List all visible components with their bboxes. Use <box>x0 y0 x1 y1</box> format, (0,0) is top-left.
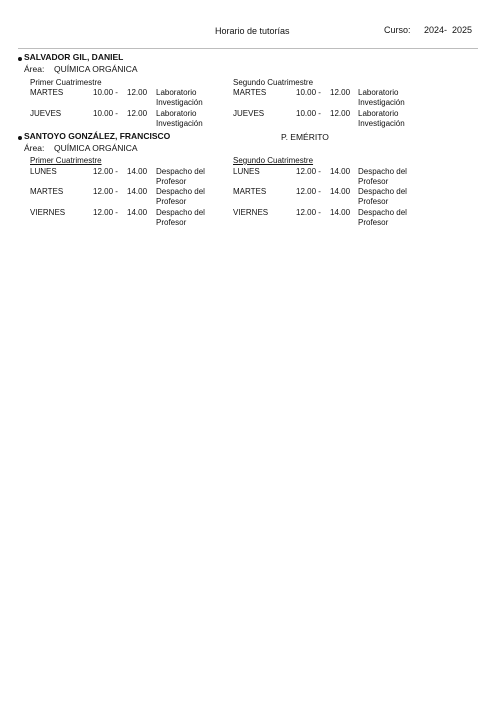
end-time: 12.00 <box>330 109 351 118</box>
place: Despacho del Profesor <box>156 208 205 227</box>
second-semester-heading: Segundo Cuatrimestre <box>233 78 314 87</box>
place: Despacho del Profesor <box>358 208 407 227</box>
start-time: 10.00 - <box>93 109 118 118</box>
place: Despacho del Profesor <box>156 167 205 186</box>
course-label: Curso: <box>384 25 411 35</box>
end-time: 14.00 <box>127 167 148 176</box>
professor-name: SANTOYO GONZÁLEZ, FRANCISCO <box>24 131 171 141</box>
header-divider <box>18 48 478 49</box>
professor-name: SALVADOR GIL, DANIEL <box>24 52 124 62</box>
end-time: 14.00 <box>127 208 148 217</box>
start-time: 12.00 - <box>296 208 321 217</box>
second-semester-heading: Segundo Cuatrimestre <box>233 156 314 165</box>
end-time: 12.00 <box>127 109 148 118</box>
place: Despacho del Profesor <box>156 187 205 206</box>
day: MARTES <box>30 88 64 97</box>
day: MARTES <box>233 187 267 196</box>
area-value: QUÍMICA ORGÁNICA <box>54 64 138 74</box>
area-value: QUÍMICA ORGÁNICA <box>54 143 138 153</box>
page-title: Horario de tutorías <box>215 26 290 36</box>
day: MARTES <box>30 187 64 196</box>
day: LUNES <box>30 167 57 176</box>
place: Despacho del Profesor <box>358 187 407 206</box>
start-time: 12.00 - <box>93 167 118 176</box>
end-time: 14.00 <box>127 187 148 196</box>
day: JUEVES <box>233 109 265 118</box>
area-label: Área: <box>24 143 45 153</box>
end-time: 14.00 <box>330 167 351 176</box>
end-time: 14.00 <box>330 187 351 196</box>
place: Laboratorio Investigación <box>358 88 405 107</box>
place: Laboratorio Investigación <box>156 88 203 107</box>
start-time: 12.00 - <box>296 167 321 176</box>
start-time: 10.00 - <box>296 109 321 118</box>
end-time: 12.00 <box>330 88 351 97</box>
area-label: Área: <box>24 64 45 74</box>
day: JUEVES <box>30 109 62 118</box>
day: MARTES <box>233 88 267 97</box>
bullet-icon <box>18 136 22 140</box>
start-time: 12.00 - <box>93 187 118 196</box>
place: Laboratorio Investigación <box>156 109 203 128</box>
place: Despacho del Profesor <box>358 167 407 186</box>
start-time: 12.00 - <box>93 208 118 217</box>
first-semester-heading: Primer Cuatrimestre <box>30 78 102 87</box>
place: Laboratorio Investigación <box>358 109 405 128</box>
day: VIERNES <box>30 208 66 217</box>
professor-title: P. EMÉRITO <box>281 132 329 142</box>
bullet-icon <box>18 57 22 61</box>
start-time: 10.00 - <box>296 88 321 97</box>
start-time: 10.00 - <box>93 88 118 97</box>
first-semester-heading: Primer Cuatrimestre <box>30 156 102 165</box>
course-years: 2024- 2025 <box>424 25 473 35</box>
end-time: 14.00 <box>330 208 351 217</box>
start-time: 12.00 - <box>296 187 321 196</box>
day: LUNES <box>233 167 260 176</box>
end-time: 12.00 <box>127 88 148 97</box>
day: VIERNES <box>233 208 269 217</box>
